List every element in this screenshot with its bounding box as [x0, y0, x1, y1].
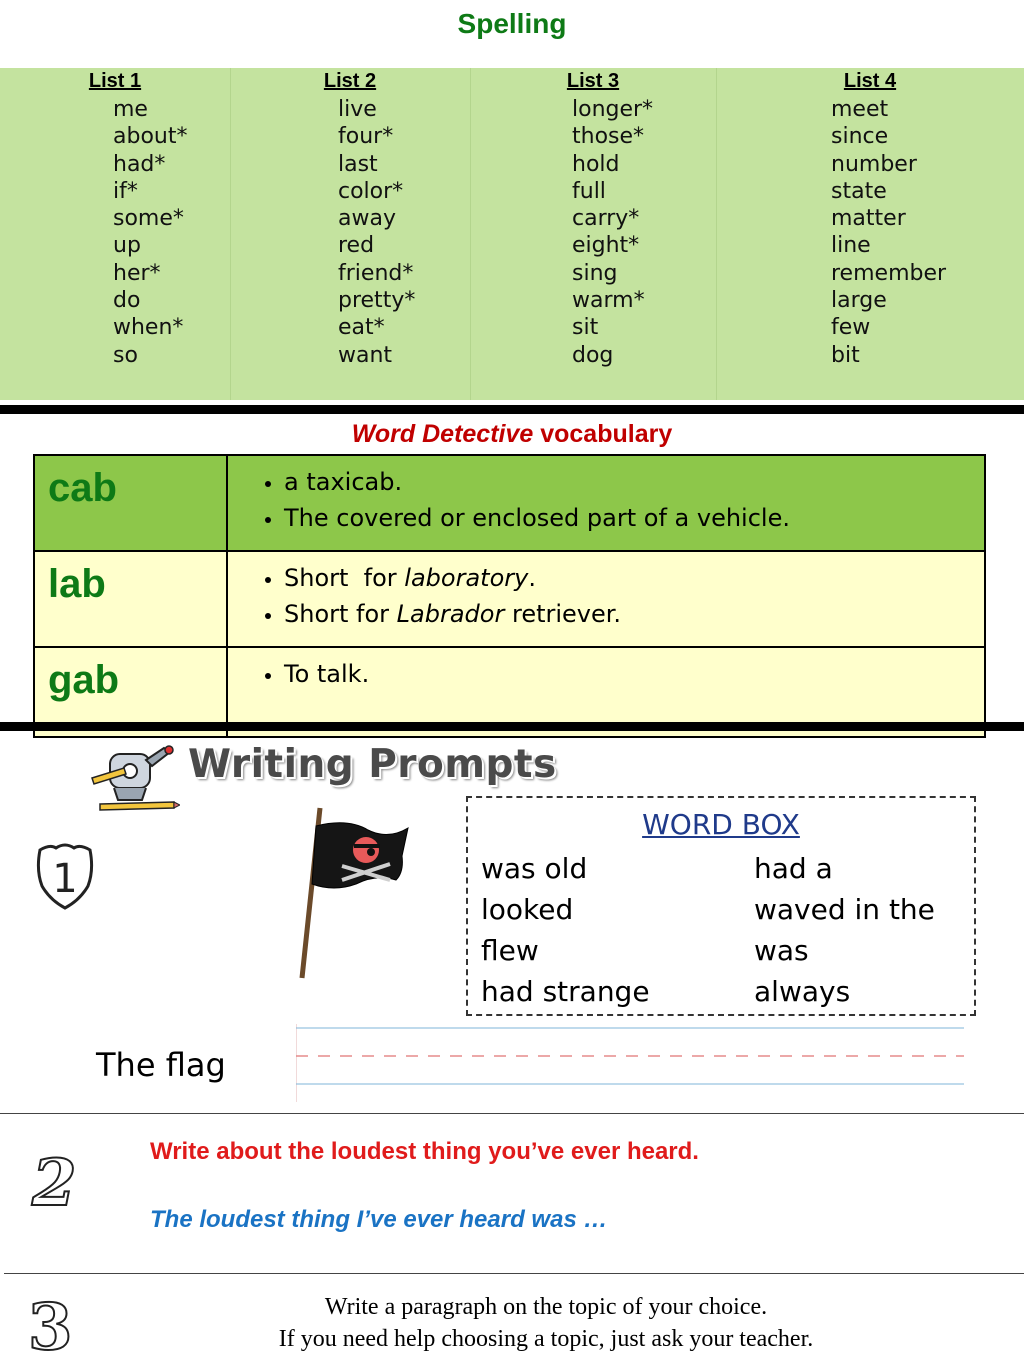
spelling-word: pretty* — [338, 288, 416, 314]
spelling-word: longer* — [572, 97, 654, 122]
prompt-divider — [0, 1113, 1024, 1114]
spelling-word: line — [831, 233, 871, 259]
sentence-starter-2: The loudest thing I’ve ever heard was … — [150, 1206, 608, 1233]
word-box-phrase: looked — [481, 893, 574, 926]
spelling-word: remember — [831, 260, 947, 286]
spelling-word: large — [831, 288, 887, 314]
word-box-phrase: was — [754, 934, 809, 967]
spelling-word: matter — [831, 206, 906, 232]
spelling-title: Spelling — [457, 8, 567, 39]
spelling-word: full — [572, 178, 606, 204]
spelling-word: up — [113, 233, 141, 259]
handwriting-lines[interactable] — [296, 1022, 966, 1102]
spelling-word: friend* — [338, 260, 414, 286]
vocab-definitions — [227, 551, 985, 647]
definition: • a taxicab. — [284, 464, 984, 500]
spelling-word: bit — [831, 342, 860, 368]
word-box — [466, 796, 976, 1016]
word-box-phrase: always — [754, 975, 851, 1008]
vocabulary-table — [33, 454, 986, 738]
spelling-word: eight* — [572, 233, 640, 259]
spelling-word: me — [113, 97, 148, 122]
section-divider — [0, 405, 1024, 414]
vocab-row — [34, 551, 985, 647]
word-box-phrase: had strange — [481, 975, 650, 1008]
definition-emphasis: Labrador — [396, 600, 505, 628]
definition-text: retriever. — [504, 600, 622, 628]
spelling-word: dog — [572, 342, 614, 368]
prompt-3-help-text: If you need help choosing a topic, just ask your teacher. — [278, 1326, 814, 1352]
word-box-title: WORD BOX — [642, 808, 800, 841]
definition-emphasis: laboratory — [404, 564, 529, 592]
spelling-word: few — [831, 315, 871, 341]
definition-text: Short for — [284, 600, 397, 628]
list-heading: List 3 — [566, 70, 620, 92]
list-words — [572, 96, 653, 369]
spelling-word: when* — [113, 315, 184, 341]
spelling-word: sing — [572, 260, 618, 286]
spelling-word: some* — [113, 206, 184, 232]
spelling-word: so — [113, 342, 138, 368]
prompt-2-text: Write about the loudest thing you’ve ever heard. — [150, 1138, 699, 1165]
vocab-row — [34, 455, 985, 551]
spelling-word: if* — [113, 178, 138, 204]
word-box-phrase: waved in the — [754, 893, 935, 926]
spelling-word: those* — [572, 124, 645, 150]
definition — [284, 596, 984, 632]
spelling-word: carry* — [572, 206, 640, 232]
prompt-divider — [4, 1273, 1024, 1274]
word-box-left-column — [481, 848, 650, 1012]
spelling-word: four* — [338, 124, 394, 150]
word-box-phrase: flew — [481, 934, 539, 967]
word-box-phrase: had a — [754, 852, 833, 885]
pirate-flag-image — [298, 806, 410, 982]
section-divider — [0, 722, 1024, 731]
spelling-word: want — [338, 342, 393, 368]
spelling-word: about* — [113, 124, 188, 150]
number-badge-1 — [34, 840, 96, 910]
word-detective-title-rest: vocabulary — [533, 420, 673, 448]
spelling-word: sit — [572, 315, 599, 341]
list-heading: List 4 — [843, 70, 897, 92]
list-words — [831, 96, 946, 369]
word-detective-title-italic: Word Detective — [351, 420, 534, 448]
list-words — [338, 96, 415, 369]
list-heading: List 1 — [88, 70, 142, 92]
spelling-word: do — [113, 288, 141, 314]
word-box-phrase: was old — [481, 852, 588, 885]
spelling-word: last — [338, 151, 378, 177]
spelling-word: hold — [572, 151, 620, 177]
spelling-word: red — [338, 233, 375, 259]
sentence-starter-1: The flag — [96, 1046, 226, 1084]
definition: • To talk. — [284, 656, 984, 692]
definition — [284, 560, 984, 596]
vocab-definitions — [227, 455, 985, 551]
writing-prompts-title: Writing Prompts — [188, 742, 557, 787]
number-badge-2: 2 — [32, 1146, 77, 1221]
definition: • The covered or enclosed part of a vehicle. — [284, 500, 984, 536]
spelling-word: state — [831, 178, 887, 204]
word-detective-title — [0, 420, 1024, 449]
list-words — [113, 96, 187, 369]
word-box-right-column — [754, 848, 935, 1012]
spelling-word: had* — [113, 151, 166, 177]
spelling-word: away — [338, 206, 396, 232]
badge-number: 1 — [52, 856, 78, 902]
definition-text: Short for — [284, 564, 405, 592]
prompt-3-text: Write a paragraph on the topic of your choice. — [324, 1294, 768, 1320]
list-heading: List 2 — [323, 70, 377, 92]
spelling-word: warm* — [572, 288, 645, 314]
definition-text: . — [528, 564, 536, 592]
spelling-word: meet — [831, 97, 889, 122]
spelling-word: color* — [338, 178, 404, 204]
spelling-word: since — [831, 124, 889, 150]
vocab-word: lab — [34, 551, 227, 647]
spelling-word: number — [831, 151, 917, 177]
number-badge-3: 3 — [28, 1290, 73, 1365]
pencil-sharpener-icon — [88, 738, 180, 814]
spelling-lists-panel — [0, 68, 1024, 400]
spelling-word: live — [338, 97, 377, 122]
vocab-word: cab — [34, 455, 227, 551]
spelling-word: eat* — [338, 315, 385, 341]
vocab-word: gab — [34, 647, 227, 737]
spelling-word: her* — [113, 260, 161, 286]
